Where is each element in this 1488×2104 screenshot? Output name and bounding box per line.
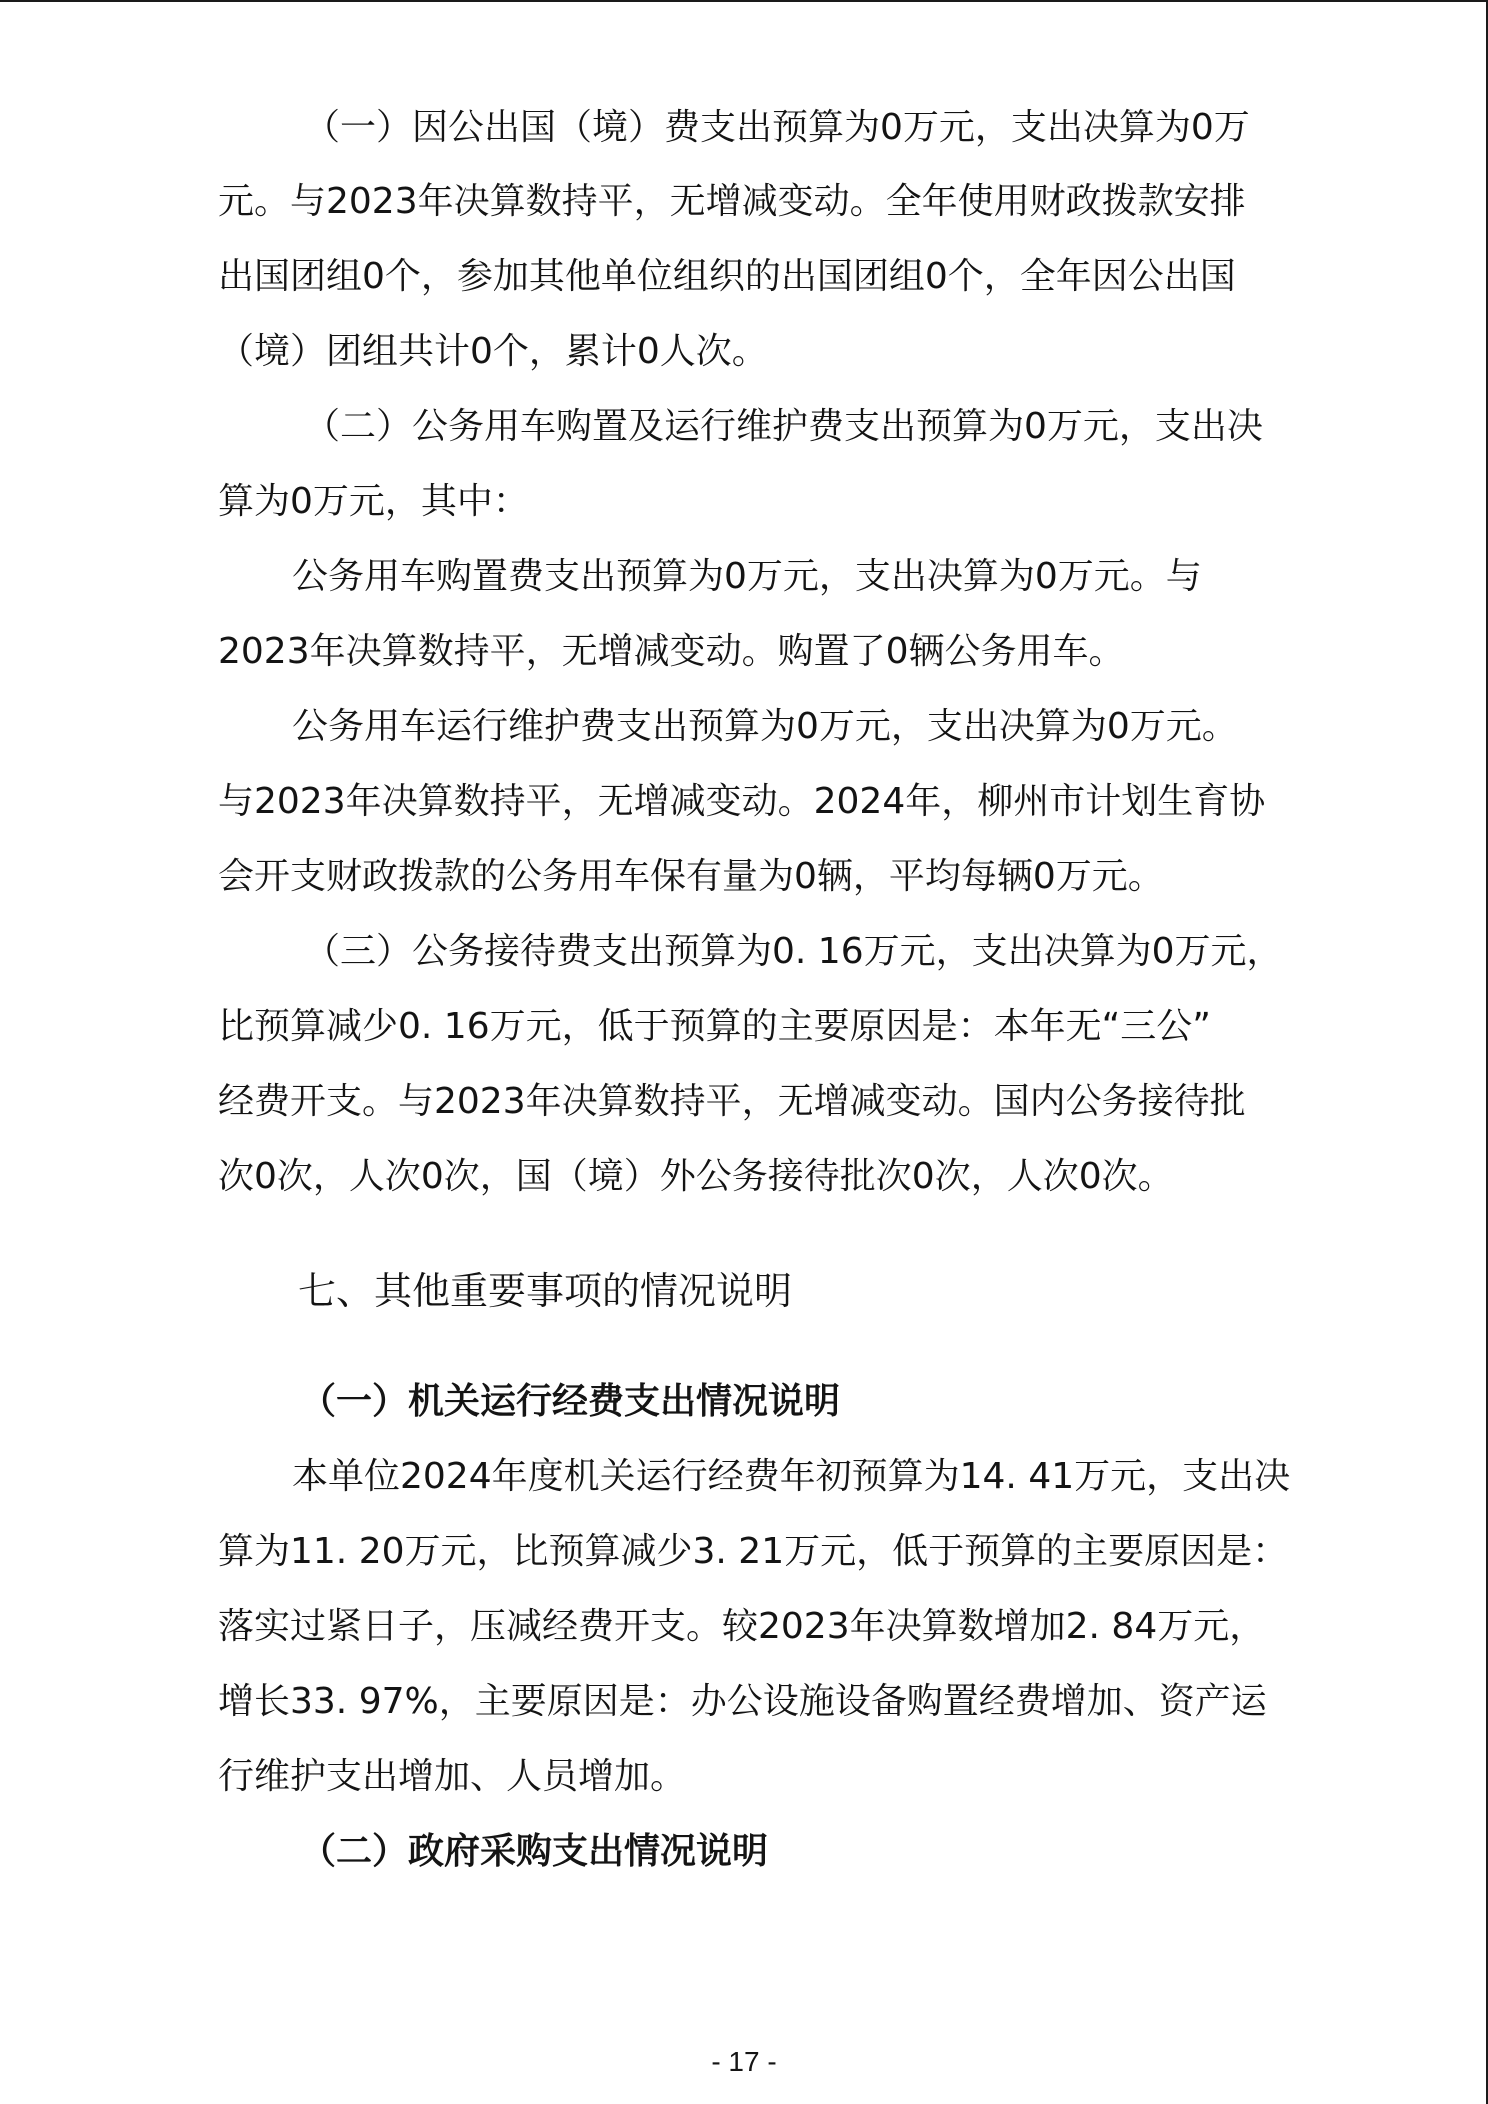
section-heading: 七、其他重要事项的情况说明: [298, 1269, 793, 1313]
paragraph-line: 增长33. 97%，主要原因是：办公设施设备购置经费增加、资产运: [218, 1681, 1267, 1722]
page-top-border: [0, 0, 1488, 2]
paragraph-line: 出国团组0个，参加其他单位组织的出国团组0个，全年因公出国: [218, 256, 1236, 297]
paragraph-line: 元。与2023年决算数持平，无增减变动。全年使用财政拨款安排: [218, 181, 1246, 222]
page-number: - 17 -: [711, 2046, 777, 2077]
paragraph-line: 2023年决算数持平，无增减变动。购置了0辆公务用车。: [218, 631, 1125, 672]
paragraph-line: （境）团组共计0个，累计0人次。: [218, 331, 768, 372]
paragraph-line: 经费开支。与2023年决算数持平，无增减变动。国内公务接待批: [218, 1081, 1246, 1122]
paragraph-line: （二）公务用车购置及运行维护费支出预算为0万元，支出决: [304, 406, 1263, 447]
paragraph-line: 公务用车运行维护费支出预算为0万元，支出决算为0万元。: [292, 706, 1238, 747]
paragraph-line: 算为0万元，其中：: [218, 481, 529, 522]
paragraph-line: 行维护支出增加、人员增加。: [218, 1756, 687, 1797]
paragraph-line: （三）公务接待费支出预算为0. 16万元，支出决算为0万元，: [304, 931, 1283, 972]
paragraph-line: 会开支财政拨款的公务用车保有量为0辆，平均每辆0万元。: [218, 856, 1164, 897]
subsection-heading: （一）机关运行经费支出情况说明: [300, 1381, 841, 1422]
paragraph-line: 次0次，人次0次，国（境）外公务接待批次0次，人次0次。: [218, 1156, 1174, 1197]
paragraph-line: （一）因公出国（境）费支出预算为0万元，支出决算为0万: [304, 107, 1250, 148]
subsection-heading: （二）政府采购支出情况说明: [300, 1831, 769, 1872]
paragraph-line: 比预算减少0. 16万元，低于预算的主要原因是：本年无“三公”: [218, 1006, 1211, 1047]
paragraph-line: 本单位2024年度机关运行经费年初预算为14. 41万元，支出决: [292, 1456, 1291, 1497]
paragraph-line: 与2023年决算数持平，无增减变动。2024年，柳州市计划生育协: [218, 781, 1266, 822]
paragraph-line: 算为11. 20万元，比预算减少3. 21万元，低于预算的主要原因是：: [218, 1531, 1289, 1572]
paragraph-line: 落实过紧日子，压减经费开支。较2023年决算数增加2. 84万元，: [218, 1606, 1266, 1647]
paragraph-line: 公务用车购置费支出预算为0万元，支出决算为0万元。与: [292, 556, 1202, 597]
